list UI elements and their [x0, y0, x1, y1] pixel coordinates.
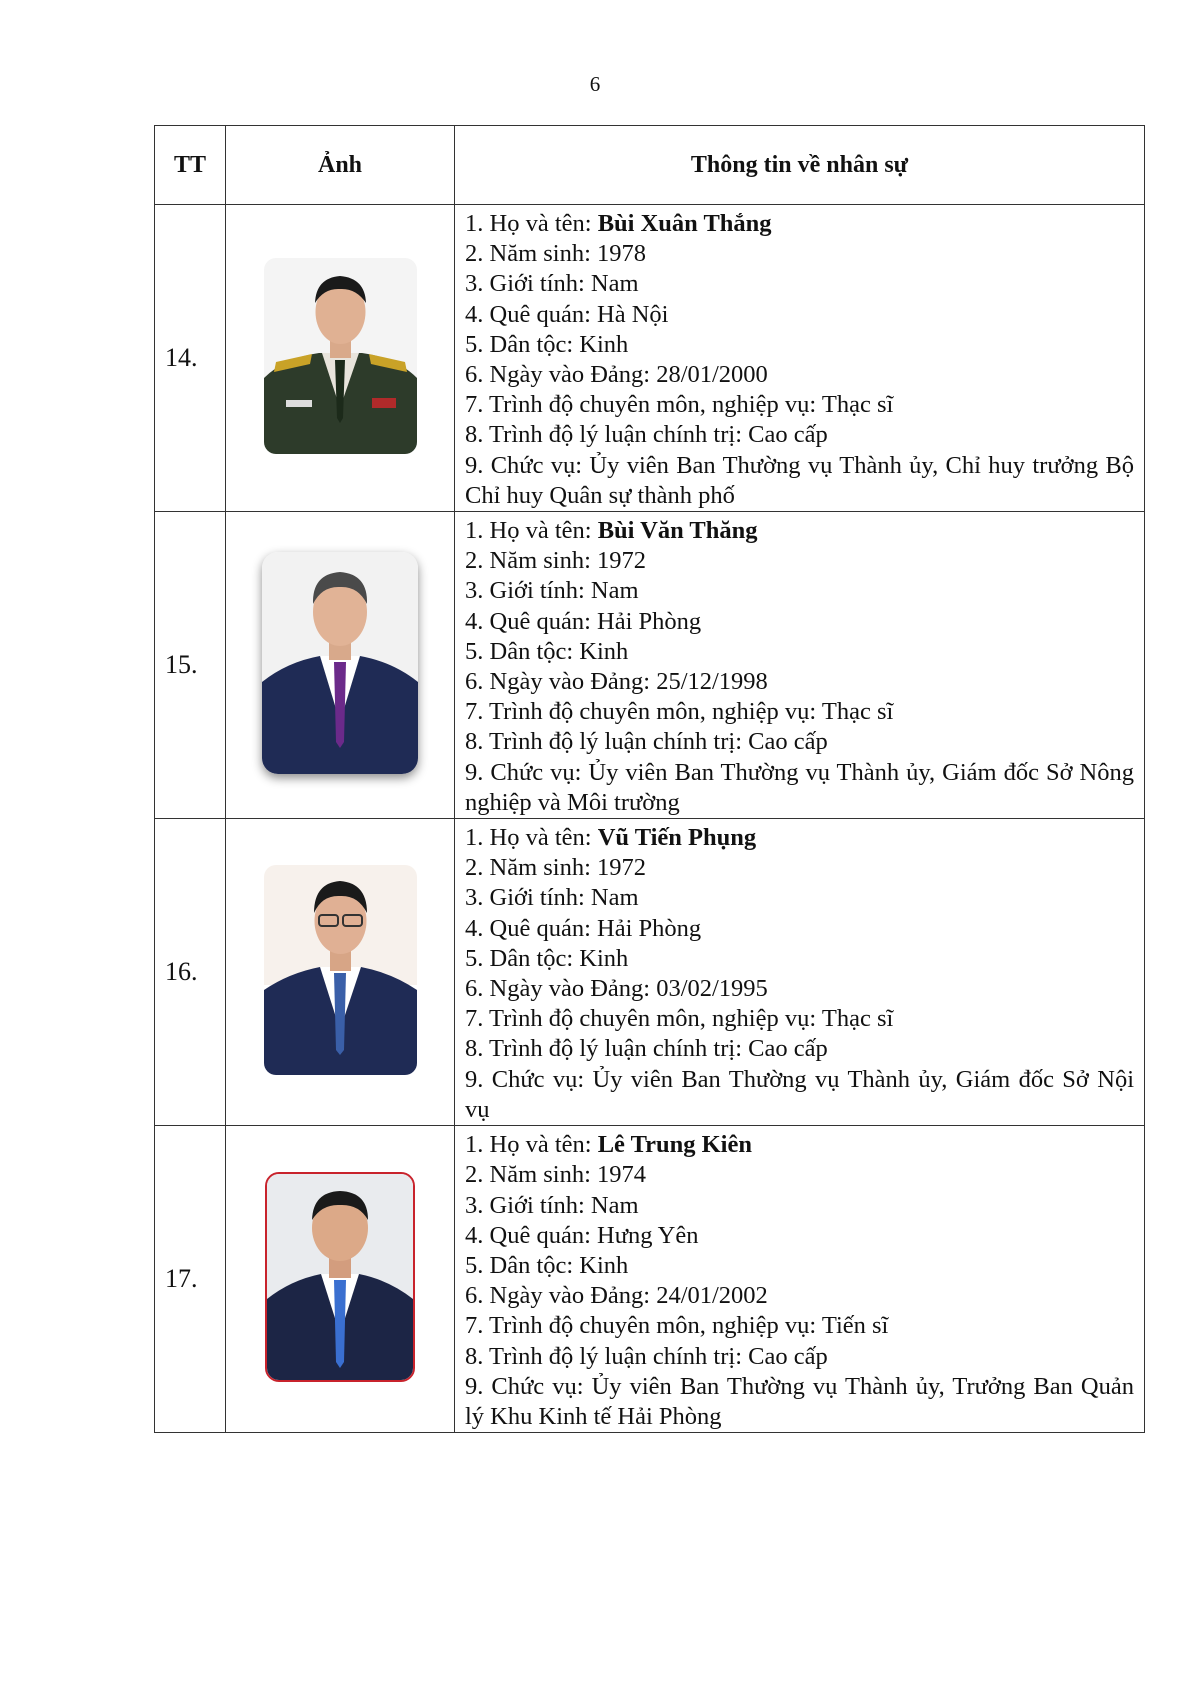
info-line: 8. Trình độ lý luận chính trị: Cao cấp [465, 421, 828, 449]
person-name: Lê Trung Kiên [597, 1131, 752, 1159]
header-tt: TT [155, 126, 226, 205]
info-line: 5. Dân tộc: Kinh [465, 330, 629, 358]
person-name: Bùi Xuân Thắng [597, 210, 772, 237]
info-line: 2. Năm sinh: 1972 [465, 854, 647, 882]
table-row [155, 819, 1145, 1126]
info-line: 6. Ngày vào Đảng: 28/01/2000 [465, 361, 768, 389]
info-line: 3. Giới tính: Nam [465, 577, 639, 605]
photo-cell [226, 819, 455, 1126]
info-line: 3. Giới tính: Nam [465, 270, 639, 298]
portrait-photo [262, 552, 418, 774]
info-name-line: 1. Họ và tên: Lê Trung Kiên [465, 1131, 752, 1159]
row-number: 16. [155, 819, 226, 1126]
info-line: 7. Trình độ chuyên môn, nghiệp vụ: Thạc sĩ [465, 391, 894, 419]
info-position: 9. Chức vụ: Ủy viên Ban Thường vụ Thành ủy, Giám đốc Sở Nông nghiệp và Môi trường [465, 758, 1134, 816]
personnel-table [154, 125, 1145, 1433]
row-number: 15. [155, 512, 226, 819]
header-photo: Ảnh [226, 126, 455, 205]
table-header-row [155, 126, 1145, 205]
photo-cell [226, 205, 455, 512]
info-line: 8. Trình độ lý luận chính trị: Cao cấp [465, 1035, 828, 1063]
info-line: 6. Ngày vào Đảng: 03/02/1995 [465, 975, 768, 1003]
info-name-line: 1. Họ và tên: Bùi Văn Thăng [465, 517, 758, 545]
header-info: Thông tin về nhân sự [455, 126, 1145, 205]
info-line: 2. Năm sinh: 1978 [465, 240, 647, 268]
info-name-line: 1. Họ và tên: Vũ Tiến Phụng [465, 824, 757, 852]
portrait-photo [265, 1172, 415, 1382]
person-name: Bùi Văn Thăng [597, 517, 758, 545]
info-line: 6. Ngày vào Đảng: 24/01/2002 [465, 1282, 768, 1310]
info-cell [455, 819, 1145, 1126]
page-number: 6 [589, 72, 601, 96]
row-number: 17. [155, 1126, 226, 1433]
info-cell [455, 205, 1145, 512]
info-position: 9. Chức vụ: Ủy viên Ban Thường vụ Thành ủy, Chỉ huy trưởng Bộ Chỉ huy Quân sự thành phố [465, 451, 1134, 509]
info-position: 9. Chức vụ: Ủy viên Ban Thường vụ Thành ủy, Trưởng Ban Quản lý Khu Kinh tế Hải Phòng [465, 1372, 1134, 1430]
photo-cell [226, 512, 455, 819]
info-line: 3. Giới tính: Nam [465, 1191, 639, 1219]
info-name-line: 1. Họ và tên: Bùi Xuân Thắng [465, 210, 772, 237]
info-line: 8. Trình độ lý luận chính trị: Cao cấp [465, 728, 828, 756]
info-line: 8. Trình độ lý luận chính trị: Cao cấp [465, 1342, 828, 1370]
info-line: 7. Trình độ chuyên môn, nghiệp vụ: Thạc sĩ [465, 1005, 894, 1033]
info-line: 5. Dân tộc: Kinh [465, 1251, 629, 1279]
info-line: 3. Giới tính: Nam [465, 884, 639, 912]
info-line: 5. Dân tộc: Kinh [465, 944, 629, 972]
info-line: 4. Quê quán: Hải Phòng [465, 607, 702, 635]
photo-cell [226, 1126, 455, 1433]
table-row [155, 1126, 1145, 1433]
table-row [155, 512, 1145, 819]
row-number: 14. [155, 205, 226, 512]
info-cell [455, 1126, 1145, 1433]
info-line: 7. Trình độ chuyên môn, nghiệp vụ: Thạc sĩ [465, 698, 894, 726]
portrait-photo [264, 865, 417, 1075]
person-name: Vũ Tiến Phụng [597, 824, 757, 852]
info-line: 5. Dân tộc: Kinh [465, 637, 629, 665]
info-line: 4. Quê quán: Hải Phòng [465, 914, 702, 942]
info-line: 6. Ngày vào Đảng: 25/12/1998 [465, 668, 768, 696]
info-position: 9. Chức vụ: Ủy viên Ban Thường vụ Thành ủy, Giám đốc Sở Nội vụ [465, 1065, 1134, 1123]
info-line: 2. Năm sinh: 1974 [465, 1161, 647, 1189]
portrait-photo [264, 258, 417, 454]
info-line: 4. Quê quán: Hưng Yên [465, 1221, 699, 1249]
info-line: 7. Trình độ chuyên môn, nghiệp vụ: Tiến sĩ [465, 1312, 889, 1340]
info-line: 4. Quê quán: Hà Nội [465, 300, 669, 328]
table-row [155, 205, 1145, 512]
info-line: 2. Năm sinh: 1972 [465, 547, 647, 575]
info-cell [455, 512, 1145, 819]
